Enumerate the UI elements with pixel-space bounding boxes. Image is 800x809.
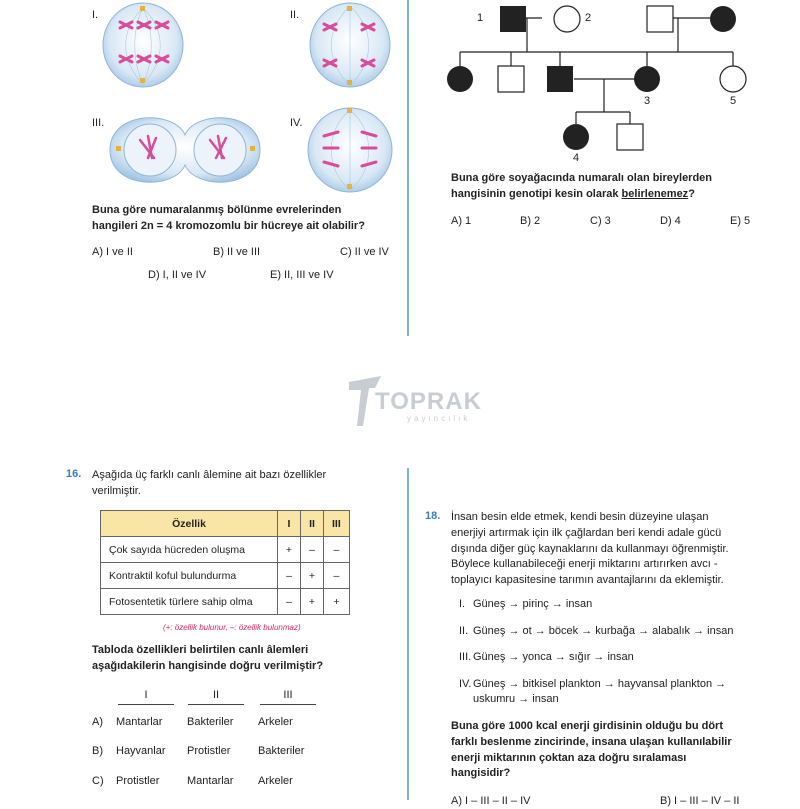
pedigree-individual-2 (554, 6, 580, 32)
cell-label-2: II. (290, 9, 300, 21)
q17-stem-line-1: Buna göre soyağacında numaralı olan bireylerden (451, 172, 713, 184)
answer-col-header-i: I (144, 689, 148, 701)
q18-stem-line-2: farklı beslenme zincirinde, insana ulaşan kullanılabilir (451, 736, 732, 748)
q16-option-b[interactable]: B) Hayvanlar Protistler Bakteriler (92, 745, 305, 757)
answer-col-underline-iii (260, 704, 316, 705)
table-header-i: I (278, 511, 301, 537)
food-chain-2: II. Güneş → ot → böcek → kurbağa → alabalık → insan (459, 625, 734, 637)
q18-option-b[interactable]: B) I – III – IV – II (660, 795, 740, 807)
q18-stem-line-1: Buna göre 1000 kcal enerji girdisinin olduğu bu dört (451, 720, 723, 732)
q16-stem-line-2: aşağıdakilerin hangisinde doğru verilmiştir? (92, 660, 324, 672)
q16-number: 16. (66, 468, 82, 480)
q17-option-a[interactable]: A) 1 (451, 215, 472, 227)
cell-stage-2-image (310, 3, 390, 87)
pedigree-label-5: 5 (730, 95, 737, 107)
pedigree-individual-3 (634, 66, 660, 92)
features-table (100, 510, 350, 615)
answer-col-header-ii: II (212, 689, 220, 701)
emphasis-underlined: belirlenemez (621, 188, 689, 200)
cell-stage-1-image (103, 3, 183, 87)
q17-stem-line-2: hangisinin genotipi kesin olarak belirlenemez? (451, 188, 695, 200)
table-row: Fotosentetik türlere sahip olma – + + (101, 589, 350, 615)
cell-stage-illustrations (80, 0, 420, 200)
table-row: Kontraktil koful bulundurma – + – (101, 563, 350, 589)
food-chain-4-continued: uskumru → insan (473, 693, 559, 705)
pedigree-label-2: 2 (585, 12, 592, 24)
q16-option-c[interactable]: C) Protistler Mantarlar Arkeler (92, 775, 293, 787)
pedigree-individual-4 (563, 124, 589, 150)
q18-intro-line-1: İnsan besin elde etmek, kendi besin düzeyine ulaşan (451, 511, 709, 523)
watermark-brand: TOPRAK (375, 388, 482, 415)
q15-stem-line-1: Buna göre numaralanmış bölünme evrelerinden (92, 204, 342, 216)
watermark-sub: yayıncılık (407, 414, 471, 423)
q15-option-c[interactable]: C) II ve IV (340, 246, 389, 258)
food-chain-4: IV. Güneş → bitkisel plankton → hayvansal plankton → (459, 678, 727, 690)
cell-label-3: III. (92, 117, 105, 129)
cell-stage-3-image (110, 118, 260, 182)
q18-stem-line-3: enerji miktarının çoktan aza doğru sıralaması (451, 752, 687, 764)
publisher-watermark (345, 372, 485, 432)
q15-option-e[interactable]: E) II, III ve IV (270, 269, 334, 281)
q15-option-d[interactable]: D) I, II ve IV (148, 269, 207, 281)
q18-intro-line-4: Böylece kullanabileceği enerji miktarını artırırken avcı - (451, 558, 718, 570)
pedigree-label-3: 3 (644, 95, 651, 107)
q15-option-a[interactable]: A) I ve II (92, 246, 133, 258)
q15-stem-line-2: hangileri 2n = 4 kromozomlu bir hücreye ait olabilir? (92, 220, 365, 232)
q17-option-e[interactable]: E) 5 (730, 215, 751, 227)
q17-option-c[interactable]: C) 3 (590, 215, 611, 227)
table-header-iii: III (324, 511, 350, 537)
q17-option-d[interactable]: D) 4 (660, 215, 681, 227)
q18-option-a[interactable]: A) I – III – II – IV (451, 795, 531, 807)
answer-col-underline-i (118, 704, 174, 705)
pedigree-label-1: 1 (477, 12, 484, 24)
food-chain-3: III. Güneş → yonca → sığır → insan (459, 651, 634, 663)
pedigree-chart (440, 0, 770, 160)
pedigree-label-4: 4 (573, 152, 580, 164)
column-divider-bottom (407, 468, 409, 800)
q18-intro-line-3: dışında diğer güç kaynaklarını da kullanmayı öğrenmiştir. (451, 543, 729, 555)
q16-option-a[interactable]: A) Mantarlar Bakteriler Arkeler (92, 716, 293, 728)
answer-col-underline-ii (188, 704, 244, 705)
table-legend: (+: özellik bulunur, –: özellik bulunmaz) (163, 623, 301, 632)
cell-stage-4-image (308, 108, 392, 192)
q18-number: 18. (425, 510, 441, 522)
pedigree-individual-1 (500, 6, 526, 32)
table-header-feature: Özellik (101, 511, 278, 537)
q16-stem-line-1: Tabloda özellikleri belirtilen canlı âlemleri (92, 644, 309, 656)
q15-option-b[interactable]: B) II ve III (213, 246, 261, 258)
cell-label-1: I. (92, 9, 99, 21)
food-chain-1: I. Güneş → pirinç → insan (459, 598, 593, 610)
q18-stem-line-4: hangisidir? (451, 767, 511, 779)
q16-intro-line-1: Aşağıda üç farklı canlı âlemine ait bazı özellikler (92, 469, 327, 481)
q18-intro-line-5: toplayıcı kapasitesine tarımın avantajlarını da eklemiştir. (451, 574, 724, 586)
cell-label-4: IV. (290, 117, 303, 129)
table-header-ii: II (301, 511, 324, 537)
q17-option-b[interactable]: B) 2 (520, 215, 541, 227)
pedigree-individual-5 (720, 66, 746, 92)
answer-col-header-iii: III (283, 689, 293, 701)
table-row: Çok sayıda hücreden oluşma + – – (101, 537, 350, 563)
q18-intro-line-2: enerjiyi artırmak için ilk çağlardan beri kendi adale gücü (451, 527, 722, 539)
q16-intro-line-2: verilmiştir. (92, 485, 141, 497)
